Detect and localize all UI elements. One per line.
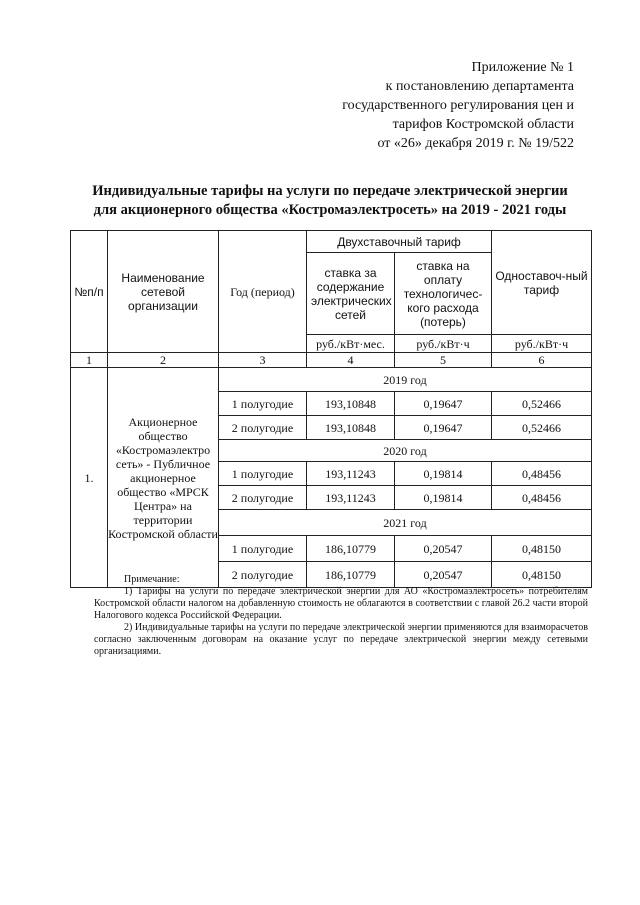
header-num: №п/п <box>71 231 108 353</box>
period-cell: 1 полугодие <box>219 536 307 562</box>
appendix-line: государственного регулирования цен и <box>342 98 574 113</box>
year-label: 2019 год <box>219 368 592 392</box>
unit-losses: руб./кВт·ч <box>395 335 492 353</box>
single-cell: 0,52466 <box>492 416 592 440</box>
losses-cell: 0,19814 <box>395 486 492 510</box>
header-two-rate: Двухставочный тариф <box>307 231 492 253</box>
period-cell: 1 полугодие <box>219 392 307 416</box>
col-number: 2 <box>108 353 219 368</box>
header-maintenance: ставка за содержание электрических сетей <box>307 253 395 335</box>
unit-maintenance: руб./кВт·мес. <box>307 335 395 353</box>
unit-single: руб./кВт·ч <box>492 335 592 353</box>
losses-cell: 0,19647 <box>395 416 492 440</box>
document-title <box>70 182 590 220</box>
title-line-1: Индивидуальные тарифы на услуги по передаче электрической энергии <box>92 183 568 199</box>
single-cell: 0,48150 <box>492 562 592 588</box>
col-number: 3 <box>219 353 307 368</box>
losses-cell: 0,19814 <box>395 462 492 486</box>
year-label: 2020 год <box>219 440 592 462</box>
note-item: 2) Индивидуальные тарифы на услуги по передаче электрической энергии применяются для взаиморасчетов согласно заключенным договорам на оказание услуг по передаче электрической энергии между сетевыми организациями. <box>94 622 588 657</box>
header-period: Год (период) <box>219 231 307 353</box>
row-number: 1. <box>71 368 108 588</box>
col-number: 6 <box>492 353 592 368</box>
period-cell: 2 полугодие <box>219 486 307 510</box>
organization-name: Акционерное общество «Костромаэлектро сеть» - Публичное акционерное общество «МРСК Центра» на территории Костромской области <box>108 368 219 588</box>
notes-title: Примечание: <box>124 574 180 585</box>
single-cell: 0,48456 <box>492 486 592 510</box>
single-cell: 0,52466 <box>492 392 592 416</box>
appendix-line: тарифов Костромской области <box>392 117 574 132</box>
column-numbers-row <box>71 353 592 368</box>
col-number: 5 <box>395 353 492 368</box>
maintenance-cell: 193,10848 <box>307 392 395 416</box>
losses-cell: 0,20547 <box>395 562 492 588</box>
maintenance-cell: 193,11243 <box>307 486 395 510</box>
appendix-line: Приложение № 1 <box>471 60 574 75</box>
period-cell: 2 полугодие <box>219 416 307 440</box>
year-label: 2021 год <box>219 510 592 536</box>
col-number: 1 <box>71 353 108 368</box>
notes-block <box>94 574 588 658</box>
period-cell: 2 полугодие <box>219 562 307 588</box>
losses-cell: 0,20547 <box>395 536 492 562</box>
period-cell: 1 полугодие <box>219 462 307 486</box>
header-row-1 <box>71 231 592 253</box>
single-cell: 0,48456 <box>492 462 592 486</box>
year-row <box>71 368 592 392</box>
maintenance-cell: 186,10779 <box>307 562 395 588</box>
appendix-block <box>342 58 574 153</box>
col-number: 4 <box>307 353 395 368</box>
header-single-rate: Одноставоч-ный тариф <box>492 231 592 335</box>
note-item: 1) Тарифы на услуги по передаче электрической энергии для АО «Костромаэлектросеть» потребителям Костромской области налогом на добавленную стоимость не облагаются в соответствии с главой 26.2 части второй Налогового кодекса Российской Федерации. <box>94 586 588 621</box>
maintenance-cell: 193,10848 <box>307 416 395 440</box>
appendix-line: к постановлению департамента <box>385 79 574 94</box>
header-org-name: Наименование сетевой организации <box>108 231 219 353</box>
maintenance-cell: 186,10779 <box>307 536 395 562</box>
maintenance-cell: 193,11243 <box>307 462 395 486</box>
tariffs-table <box>70 230 592 588</box>
title-line-2: для акционерного общества «Костромаэлектросеть» на 2019 - 2021 годы <box>93 202 567 218</box>
header-losses: ставка на оплату технологичес-кого расхода (потерь) <box>395 253 492 335</box>
losses-cell: 0,19647 <box>395 392 492 416</box>
appendix-line: от «26» декабря 2019 г. № 19/522 <box>377 136 574 151</box>
single-cell: 0,48150 <box>492 536 592 562</box>
